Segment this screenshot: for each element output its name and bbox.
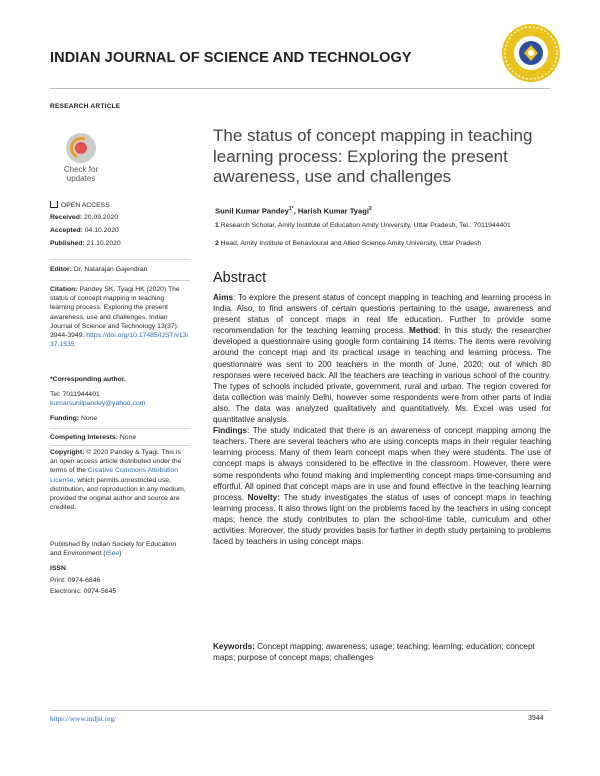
- badge-line1: Check for: [63, 165, 99, 174]
- sidebar-divider: [50, 280, 190, 281]
- keywords: [213, 641, 551, 663]
- sidebar-divider: [50, 445, 190, 446]
- issn-print: Print: 0974-6846: [50, 577, 101, 584]
- paper-title: The status of concept mapping in teaching learning process: Exploring the present awareness, use and challenges: [213, 126, 533, 186]
- method-text: : In this study, the researcher developed a questionnaire using google form containing 14 items. The items were revolving around the concept map and its practical usage in teaching and learning process. The questionnaire was sent to 200 teachers in the month of June, 2020; out of which 80 responses were received back. All the teachers are teaching in various school of the country. The types of schools included private, government, rural and urban. The region covered for data collection was mainly Delhi, however some respondents were from other parts of India also. The data was analyzed qualitatively and quantitatively. Ms. Excel was used for quantitative analysis.: [213, 326, 551, 425]
- funding-info: Funding: None: [50, 415, 98, 422]
- keywords-text: Concept mapping; awareness; usage; teaching; learning; education; concept maps; purpose of concept maps; challenges: [213, 642, 535, 663]
- journal-title: INDIAN JOURNAL OF SCIENCE AND TECHNOLOGY: [50, 50, 412, 66]
- abstract-heading: Abstract: [213, 270, 267, 286]
- corresponding-email-link[interactable]: kumarsunilpandey@yahoo.com: [50, 400, 146, 407]
- competing-interests: Competing Interests: None: [50, 434, 137, 441]
- author-2: Harish Kumar Tyagi: [297, 206, 370, 216]
- method-label: Method: [409, 326, 439, 336]
- badge-line2: updates: [66, 174, 96, 183]
- open-access-label: OPEN ACCESS: [50, 200, 190, 210]
- affiliation-1: [215, 221, 545, 230]
- editor-info: Editor: Dr. Natarajan Gajendran: [50, 266, 148, 273]
- cc-license-link[interactable]: Creative Commons Attribution License: [50, 467, 179, 484]
- keywords-label: Keywords:: [213, 642, 255, 651]
- footer-rule: [50, 710, 550, 711]
- affiliation-2-number: 2: [215, 240, 219, 247]
- publisher-info: Published By Indian Society for Education and Environment (iSee): [50, 541, 177, 558]
- findings-label: Findings: [213, 426, 248, 436]
- check-for-updates-badge[interactable]: [56, 133, 106, 183]
- copyright-block: Copyright: © 2020 Pandey & Tyagi. This is an open access article distributed under the terms of the Creative Commons Attribution License, which permits unrestricted use, distribution, and reproduction in any medium, provided the original author and source are credited.: [50, 449, 186, 512]
- citation-doi-link[interactable]: https://doi.org/10.17485/IJST/v13i37.1535: [50, 332, 188, 349]
- authors: [215, 206, 372, 216]
- aims-text: : To explore the present status of concept mapping in teaching and learning process in India. Also, to find answers of certain questions pertaining to the usage, awareness and present status of concept maps in real life education. Further to provide some recommendation for the teaching learning process.: [213, 293, 551, 336]
- article-type-label: RESEARCH ARTICLE: [50, 103, 121, 110]
- issn-label: ISSN: [50, 565, 66, 572]
- affiliation-2: [215, 239, 545, 248]
- affiliation-2-text: Head, Amity Institute of Behavioural and Allied Science Amity University, Uttar Pradesh: [220, 240, 482, 247]
- check-updates-icon: [66, 133, 96, 163]
- sidebar-divider: [50, 259, 190, 260]
- accepted-date: Accepted: 04.10.2020: [50, 227, 119, 234]
- issn-electronic: Electronic: 0974-5645: [50, 588, 117, 595]
- isee-link[interactable]: iSee: [105, 550, 120, 558]
- author-separator: ,: [293, 206, 298, 216]
- author-1: Sunil Kumar Pandey: [215, 206, 289, 216]
- author-1-affiliation-mark: 1*: [288, 206, 294, 212]
- received-date: Received: 20.09.2020: [50, 214, 119, 221]
- sidebar-divider: [50, 428, 190, 429]
- page-number: 3944: [528, 715, 544, 722]
- affiliation-1-number: 1: [215, 222, 219, 229]
- journal-logo: [500, 22, 562, 84]
- findings-text: : The study indicated that there is an awareness of concept mapping among the teachers. There are several teachers who are using concepts maps in their regular teaching learning process. Many of them learn concept maps when they were students. The use of concept maps is always considered to be effective in the classroom. However, there were some respondents who found making and implementing concept maps time-consuming and effortful. All opined that concept maps are in use and found effective in the teaching learning process.: [213, 426, 551, 502]
- header-rule: [50, 88, 550, 89]
- corresponding-author: *Corresponding author.: [50, 376, 126, 383]
- corresponding-tel: Tel: 7011944401: [50, 391, 100, 398]
- published-date: Published: 21.10.2020: [50, 240, 121, 247]
- open-lock-icon: [50, 201, 58, 208]
- author-2-affiliation-mark: 2: [369, 206, 372, 212]
- affiliation-1-text: Research Scholar, Amity Institute of Education Amity University, Uttar Pradesh, Tel.: 7011944401: [220, 222, 511, 229]
- abstract-body: [213, 292, 551, 547]
- citation-block: Citation: Pandey SK, Tyagi HK (2020) The status of concept mapping in teaching learning process: Exploring the present awareness, use and challenges. Indian Journal of Science and Technology 13(37): 3944-3949. https://doi.org/10.17485/IJST/v13i37.1535: [50, 286, 188, 349]
- novelty-label: Novelty:: [247, 492, 280, 502]
- footer-url-link[interactable]: https://www.indjst.org/: [50, 715, 117, 723]
- novelty-text: The study investigates the status of uses of concept maps in teaching learning process. It also throws light on the problems faced by the teachers in using concept maps; hence the study contributes to plan the school-time table, curriculum and other activities. Moreover, the study provides basis for further in depth study pertaining to problems faced by teachers in using concept maps.: [213, 492, 552, 547]
- aims-label: Aims: [213, 293, 234, 302]
